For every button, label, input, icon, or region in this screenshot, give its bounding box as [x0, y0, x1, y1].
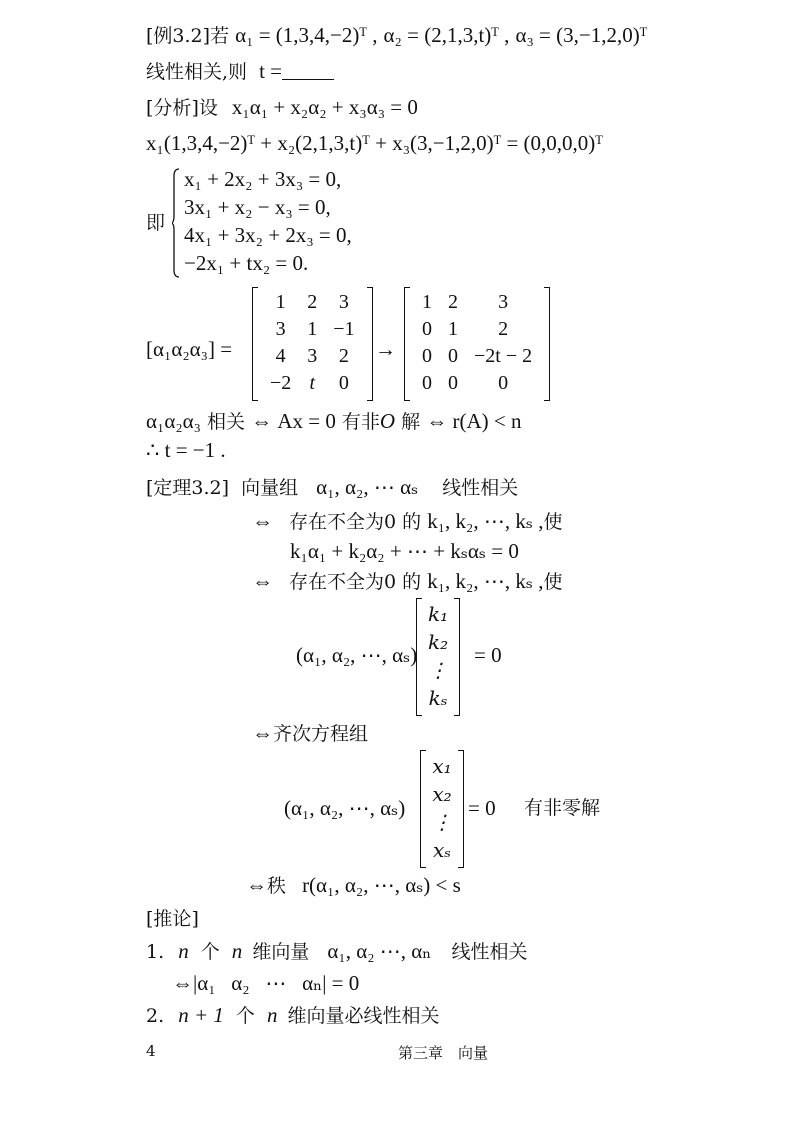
- matrix-a-cell: −1: [333, 318, 355, 340]
- equiv-arrow: ⇔: [252, 721, 273, 745]
- t-equals: t =: [259, 59, 283, 83]
- analysis-label: [分析]: [146, 97, 199, 119]
- homogeneous-system-text: 齐次方程组: [273, 723, 369, 745]
- theorem-head-word: 向量组: [241, 477, 299, 499]
- condition-o: O: [379, 409, 396, 433]
- nonzero-solution-text: 有非零解: [524, 797, 601, 819]
- reduction-arrow: →: [375, 337, 396, 361]
- matrix-a-cell: 0: [338, 372, 349, 394]
- shi-text: 使: [543, 511, 563, 533]
- linear-combination-equation: x₁α₁ + x₂α₂ + x₃α₃ = 0: [231, 95, 418, 119]
- example-line-1: [146, 22, 647, 49]
- condition-line: [146, 408, 521, 435]
- analysis-line: [146, 94, 418, 121]
- example-line-2: [146, 58, 334, 85]
- matrix-b-cell: 0: [422, 318, 432, 340]
- theorem-label: [定理3.2]: [146, 477, 230, 499]
- corollary-2-number: 2.: [146, 1005, 165, 1027]
- determinant-expression: |α₁ α₂ ⋯ αₙ| = 0: [193, 971, 360, 995]
- condition-ax: ⇔ Ax = 0: [251, 409, 336, 433]
- ji-text: 即: [146, 212, 166, 234]
- rank-line: [246, 872, 461, 899]
- n-plus-one: n + 1: [178, 1003, 224, 1027]
- expanded-equation: x₁(1,3,4,−2)ᵀ + x₂(2,1,3,t)ᵀ + x₃(3,−1,2,0)ᵀ = (0,0,0,0)ᵀ: [146, 131, 603, 155]
- vector-row-lhs-2: (α₁, α₂, ⋯, αₛ): [284, 796, 406, 820]
- matrix-a-cell: 3: [275, 318, 286, 340]
- condition-rank: ⇔ r(A) < n: [426, 409, 522, 433]
- matrix-b-cell: 2: [498, 318, 509, 340]
- matrix-a-cell: 3: [307, 345, 318, 367]
- equiv-arrow: ⇔: [172, 971, 193, 995]
- corollary-1-number: 1.: [146, 941, 165, 963]
- matrix-b-cell: 0: [448, 372, 458, 394]
- corollary-1-tail: 线性相关: [451, 941, 528, 963]
- matrix-a-cell: 3: [338, 291, 349, 313]
- corollary-2-text: 维向量必线性相关: [287, 1005, 440, 1027]
- k-entry: k₂: [428, 630, 449, 654]
- equals-zero: = 0: [474, 643, 502, 667]
- theorem-head-tail: 线性相关: [442, 477, 519, 499]
- matrix-a-cell: t: [309, 372, 316, 394]
- n-symbol: n: [178, 939, 189, 963]
- matrix-b-cell: 0: [498, 372, 509, 394]
- corollary-1-determinant: [172, 970, 359, 997]
- matrix-a: [252, 287, 373, 401]
- equiv-arrow: ⇔: [252, 509, 273, 533]
- left-brace: [172, 168, 180, 278]
- question-prefix: 若: [210, 25, 230, 47]
- x-entry: xₛ: [432, 838, 452, 862]
- conclusion: ∴ t = −1 .: [146, 438, 226, 462]
- matrix-a-cell: 1: [307, 318, 318, 340]
- alpha1-definition: α₁ = (1,3,4,−2)ᵀ ,: [235, 23, 378, 47]
- x-column-vector: [420, 750, 464, 868]
- matrix-a-cell: −2: [270, 372, 292, 394]
- matrix-b: [404, 287, 550, 401]
- system-equation-4: −2x₁ + tx₂ = 0.: [184, 251, 309, 275]
- x-entry: x₁: [432, 754, 452, 778]
- condition-word-nonzero: 有非: [341, 411, 380, 433]
- theorem-head: [146, 474, 518, 501]
- equiv-arrow: ⇔: [246, 873, 267, 897]
- matrix-a-cell: 4: [275, 345, 286, 367]
- system-equation-3: 4x₁ + 3x₂ + 2x₃ = 0,: [184, 223, 352, 247]
- x-entry: x₂: [432, 782, 452, 806]
- example-label: [例3.2]: [146, 25, 211, 47]
- dim-vector-text: 维向量: [252, 941, 310, 963]
- theorem-line-3: [252, 568, 562, 595]
- matrix-b-cell: 1: [448, 318, 458, 340]
- corollary-1: [146, 938, 527, 965]
- x-entry: ⋮: [432, 810, 452, 834]
- k-combination-equation: k₁α₁ + k₂α₂ + ⋯ + kₛαₛ = 0: [290, 539, 519, 563]
- matrix-lhs: [α₁α₂α₃] =: [146, 337, 233, 361]
- page-number: 4: [146, 1042, 156, 1060]
- equiv-arrow: ⇔: [252, 569, 273, 593]
- k-coefficients: k₁, k₂, ⋯, kₛ ,: [427, 509, 544, 533]
- theorem-line-5: [252, 720, 368, 747]
- question-line-2: 线性相关,则: [146, 61, 248, 83]
- corollary-2: [146, 1002, 440, 1029]
- matrix-b-cell: 1: [422, 291, 432, 313]
- exist-text: 存在不全为0 的: [289, 571, 422, 593]
- n-symbol: n: [266, 1003, 278, 1027]
- k-entry: ⋮: [428, 658, 449, 682]
- equals-zero-2: = 0: [468, 796, 496, 820]
- matrix-b-cell: 0: [422, 345, 432, 367]
- system-equation-2: 3x₁ + x₂ − x₃ = 0,: [184, 195, 331, 219]
- matrix-b-cell: 2: [448, 291, 458, 313]
- matrix-b-cell: 3: [498, 291, 509, 313]
- matrix-a-cell: 1: [275, 291, 286, 313]
- corollary-label: [推论]: [146, 908, 199, 930]
- matrix-a-cell: 2: [307, 291, 318, 313]
- rank-expression: r(α₁, α₂, ⋯, αₛ) < s: [302, 873, 461, 897]
- matrix-b-cell: −2t − 2: [474, 345, 533, 367]
- n-symbol: n: [231, 939, 243, 963]
- matrix-b-cell: 0: [448, 345, 458, 367]
- k-entry: k₁: [428, 602, 449, 626]
- shi-text: 使: [543, 571, 563, 593]
- alpha2-definition: α₂ = (2,1,3,t)ᵀ ,: [383, 23, 510, 47]
- condition-vectors: α₁α₂α₃: [146, 409, 201, 433]
- k-coefficients: k₁, k₂, ⋯, kₛ ,: [427, 569, 544, 593]
- answer-blank: [282, 59, 334, 80]
- set-text: 设: [198, 97, 218, 119]
- system-equation-1: x₁ + 2x₂ + 3x₃ = 0,: [184, 167, 342, 191]
- theorem-line-1: [252, 508, 562, 535]
- chapter-title: 第三章 向量: [398, 1044, 489, 1062]
- exist-text: 存在不全为0 的: [289, 511, 422, 533]
- vector-row-lhs: (α₁, α₂, ⋯, αₛ): [296, 643, 418, 667]
- condition-word-solution: 解: [401, 411, 421, 433]
- corollary-1-vectors: α₁, α₂ ⋯, αₙ: [327, 939, 432, 963]
- ge-word: 个: [200, 941, 220, 963]
- alpha3-definition: α₃ = (3,−1,2,0)ᵀ: [515, 23, 648, 47]
- matrix-a-cell: 2: [338, 345, 349, 367]
- k-entry: kₛ: [428, 686, 448, 710]
- theorem-head-vectors: α₁, α₂, ⋯ αₛ: [316, 475, 419, 499]
- k-column-vector: [416, 598, 460, 716]
- condition-word-related: 相关: [207, 411, 246, 433]
- ge-word: 个: [235, 1005, 255, 1027]
- rank-word: 秩: [267, 875, 287, 897]
- matrix-b-cell: 0: [422, 372, 432, 394]
